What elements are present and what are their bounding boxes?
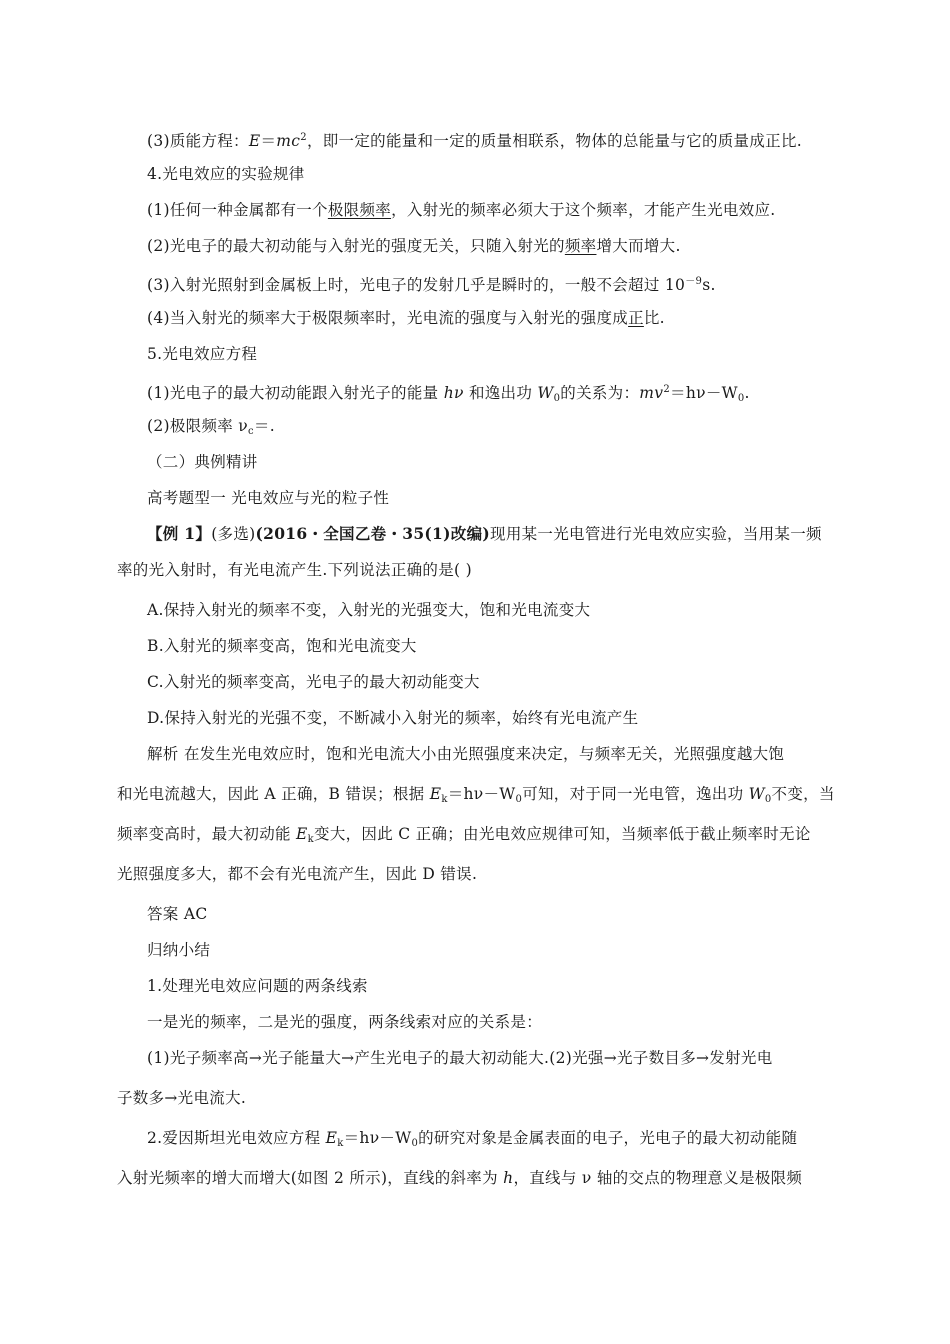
text: . (744, 384, 750, 402)
text: (2)极限频率 ν (147, 417, 249, 435)
text-line: 一是光的频率，二是光的强度，两条线索对应的关系是： (147, 1013, 543, 1031)
text: 0 (737, 393, 745, 404)
option-b: B.入射光的频率变高，饱和光电流变大 (147, 637, 417, 655)
section-heading: 归纳小结 (147, 941, 211, 959)
text: 不变，当 (771, 785, 835, 803)
text: －9 (685, 276, 703, 287)
text: ＝hν－W (343, 1129, 412, 1147)
text: E (290, 825, 308, 843)
text: 的研究对象是金属表面的电子，光电子的最大初动能随 (418, 1129, 798, 1147)
text: h (497, 1169, 514, 1187)
text: 入射光频率的增大而增大(如图 2 所示)，直线的斜率为 (117, 1169, 498, 1187)
text: ＝hν－W (447, 785, 516, 803)
text: (多选) (211, 525, 256, 543)
analysis-line (117, 784, 835, 810)
text: (1)光电子的最大初动能跟入射光子的能量 (147, 384, 439, 402)
underlined-term: 频率 (564, 237, 597, 255)
section-heading: 高考题型一 光电效应与光的粒子性 (147, 489, 390, 507)
text: 0 (411, 1138, 419, 1149)
text: ，入射光的频率必须大于这个频率，才能产生光电效应. (391, 201, 776, 219)
text: (2016・全国乙卷・35(1)改编) (255, 524, 491, 543)
text: 和逸出功 (468, 384, 533, 402)
text-line (147, 308, 665, 328)
option-a: A.保持入射光的频率不变，入射光的光强变大，饱和光电流变大 (147, 601, 591, 619)
text: s. (702, 276, 716, 294)
text: E (248, 132, 261, 150)
text: 增大而增大. (596, 237, 681, 255)
text: c (248, 426, 254, 437)
text: 0 (515, 794, 523, 805)
text-line (147, 236, 681, 256)
text: 频率变高时，最大初动能 (117, 825, 291, 843)
section-heading: （二）典例精讲 (147, 453, 258, 471)
text: mc (276, 132, 301, 150)
text: 2 (663, 384, 671, 395)
text: 0 (553, 393, 561, 404)
answer-line: 答案 AC (147, 905, 208, 923)
text-line: 子数多→光电流大. (117, 1089, 247, 1107)
text: mv (639, 384, 664, 402)
section-heading: 4.光电效应的实验规律 (147, 165, 305, 183)
text: 变大，因此 C 正确；由光电效应规律可知，当频率低于截止频率时无论 (314, 825, 811, 843)
text-line (147, 416, 275, 442)
example-header (147, 524, 822, 544)
option-c: C.入射光的频率变高，光电子的最大初动能变大 (147, 673, 480, 691)
text: (2)光电子的最大初动能与入射光的强度无关，只随入射光的 (147, 237, 565, 255)
text-line (147, 200, 776, 220)
text: 现用某一光电管进行光电效应实验，当用某一频 (490, 525, 822, 543)
analysis-line (117, 824, 811, 850)
text: (1)任何一种金属都有一个 (147, 201, 328, 219)
text-line (147, 1128, 797, 1154)
text: ＝hν－W (670, 384, 738, 402)
text-line (147, 380, 750, 409)
text: ，即一定的能量和一定的质量相联系，物体的总能量与它的质量成正比. (306, 132, 802, 150)
text-line: 率的光入射时，有光电流产生.下列说法正确的是( ) (117, 561, 472, 579)
underlined-term: 正 (628, 309, 644, 327)
text: ，直线与 ν 轴的交点的物理意义是极限频 (513, 1169, 803, 1187)
text: 2 (300, 132, 307, 143)
text-line: (1)光子频率高→光子能量大→产生光电子的最大初动能大.(2)光强→光子数目多→发射光电 (147, 1049, 773, 1067)
text: hν (438, 384, 469, 402)
section-heading: 5.光电效应方程 (147, 345, 258, 363)
text: E (320, 1129, 338, 1147)
text: (3)入射光照射到金属板上时，光电子的发射几乎是瞬时的，一般不会超过 10 (147, 276, 686, 294)
text: (4)当入射光的频率大于极限频率时，光电流的强度与入射光的强度成 (147, 309, 629, 327)
text: ＝ (260, 132, 277, 150)
text: 的关系为： (560, 384, 640, 402)
analysis-line: 光照强度多大，都不会有光电流产生，因此 D 错误. (117, 865, 478, 883)
text: 0 (764, 794, 772, 805)
text: 【例 1】 (147, 524, 212, 543)
text: E (424, 785, 442, 803)
text: W (532, 384, 554, 402)
text-line (117, 1168, 802, 1188)
underlined-term: 极限频率 (327, 201, 392, 219)
text: k (337, 1138, 344, 1149)
text: 2.爱因斯坦光电效应方程 (147, 1129, 321, 1147)
text-line (147, 272, 716, 295)
analysis-line: 解析 在发生光电效应时，饱和光电流大小由光照强度来决定，与频率无关，光照强度越大饱 (147, 745, 785, 763)
text: k (441, 794, 448, 805)
text-line: 1.处理光电效应问题的两条线索 (147, 977, 368, 995)
text: 可知，对于同一光电管，逸出功 (522, 785, 744, 803)
text: W (743, 785, 765, 803)
text: k (307, 834, 315, 845)
text: ＝. (253, 417, 275, 435)
text: 比. (643, 309, 665, 327)
text: (3)质能方程： (147, 132, 249, 150)
text-line-mass-energy (147, 128, 802, 151)
option-d: D.保持入射光的光强不变，不断减小入射光的频率，始终有光电流产生 (147, 709, 639, 727)
text: 和光电流越大，因此 A 正确，B 错误；根据 (117, 785, 425, 803)
